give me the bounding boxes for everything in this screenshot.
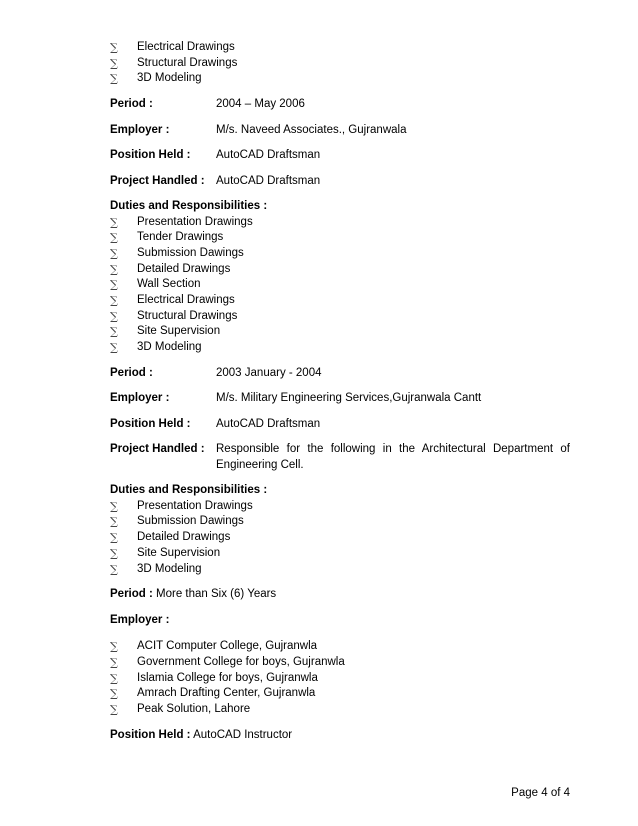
position-value: AutoCAD Draftsman <box>216 149 321 162</box>
job3-position-row <box>110 728 570 744</box>
list-item-text: Peak Solution, Lahore <box>137 702 251 715</box>
bullet-icon: ∑ <box>110 262 118 276</box>
job3-employer-list <box>110 639 570 717</box>
job2-position-row <box>110 417 570 433</box>
list-item-text: Electrical Drawings <box>137 294 235 306</box>
period-value: More than Six (6) Years <box>156 588 277 601</box>
list-item-text: 3D Modeling <box>137 562 202 575</box>
list-item <box>110 40 570 56</box>
job1-employer-row <box>110 123 570 139</box>
list-item <box>110 56 570 72</box>
period-value: 2003 January - 2004 <box>216 366 322 379</box>
list-item <box>110 230 570 246</box>
job3-employer-heading: Employer : <box>110 613 170 626</box>
bullet-icon: ∑ <box>110 294 118 307</box>
bullet-icon: ∑ <box>110 499 118 513</box>
employer-label: Employer : <box>110 123 170 136</box>
list-item <box>110 702 570 718</box>
list-item <box>110 324 570 340</box>
period-label: Period : <box>110 366 153 379</box>
list-item <box>110 514 570 530</box>
list-item <box>110 655 570 671</box>
job2-employer-row <box>110 391 570 407</box>
bullet-icon: ∑ <box>110 640 118 654</box>
position-value: AutoCAD Draftsman <box>216 417 321 430</box>
bullet-icon: ∑ <box>110 562 118 576</box>
project-value: Responsible for the following in the Architectural Department of Engineering Cell. <box>216 443 570 471</box>
job1-duties-list <box>110 215 570 356</box>
list-item-text: Presentation Drawings <box>137 499 253 512</box>
job3-period-row <box>110 587 570 603</box>
bullet-icon: ∑ <box>110 546 118 560</box>
list-item-text: Electrical Drawings <box>137 41 235 53</box>
list-item-text: Detailed Drawings <box>137 262 231 275</box>
bullet-icon: ∑ <box>110 341 118 355</box>
top-bullet-list <box>110 40 570 87</box>
list-item-text: Presentation Drawings <box>137 215 253 228</box>
bullet-icon: ∑ <box>110 655 118 669</box>
bullet-icon: ∑ <box>110 515 118 529</box>
list-item-text: Structural Drawings <box>137 56 238 69</box>
job1-duties-heading: Duties and Responsibilities : <box>110 200 268 213</box>
list-item-text: Amrach Drafting Center, Gujranwla <box>137 687 316 700</box>
project-label: Project Handled : <box>110 174 205 187</box>
list-item-text: Government College for boys, Gujranwla <box>137 655 345 668</box>
list-item <box>110 671 570 687</box>
list-item-text: Islamia College for boys, Gujranwla <box>137 671 318 684</box>
list-item-text: Submission Dawings <box>137 515 244 528</box>
list-item <box>110 530 570 546</box>
bullet-icon: ∑ <box>110 325 118 339</box>
position-value: AutoCAD Instructor <box>193 728 293 741</box>
list-item <box>110 340 570 356</box>
position-label: Position Held : <box>110 728 191 741</box>
project-label: Project Handled : <box>110 443 205 456</box>
list-item <box>110 246 570 262</box>
bullet-icon: ∑ <box>110 309 118 323</box>
employer-label: Employer : <box>110 392 170 405</box>
bullet-icon: ∑ <box>110 531 118 545</box>
page-number: Page 4 of 4 <box>511 787 570 799</box>
list-item-text: Detailed Drawings <box>137 531 231 544</box>
list-item <box>110 215 570 231</box>
list-item <box>110 499 570 515</box>
bullet-icon: ∑ <box>110 41 118 54</box>
list-item <box>110 262 570 278</box>
period-label: Period : <box>110 98 153 111</box>
list-item-text: Submission Dawings <box>137 246 244 259</box>
job2-project-row <box>110 442 570 473</box>
period-value: 2004 – May 2006 <box>216 98 305 111</box>
list-item-text: Site Supervision <box>137 546 221 559</box>
list-item-text: Site Supervision <box>137 325 221 338</box>
list-item <box>110 293 570 309</box>
list-item-text: 3D Modeling <box>137 72 202 85</box>
list-item-text: ACIT Computer College, Gujranwla <box>137 640 318 653</box>
list-item <box>110 639 570 655</box>
bullet-icon: ∑ <box>110 56 118 70</box>
list-item-text: Structural Drawings <box>137 309 238 322</box>
page-content <box>110 40 570 743</box>
list-item-text: Tender Drawings <box>137 231 224 244</box>
list-item <box>110 686 570 702</box>
list-item <box>110 546 570 562</box>
employer-value: M/s. Naveed Associates., Gujranwala <box>216 123 407 136</box>
period-label: Period : <box>110 588 153 601</box>
bullet-icon: ∑ <box>110 702 118 716</box>
job1-position-row <box>110 148 570 164</box>
list-item <box>110 562 570 578</box>
bullet-icon: ∑ <box>110 231 118 245</box>
job2-duties-heading: Duties and Responsibilities : <box>110 484 268 497</box>
list-item <box>110 71 570 87</box>
project-value: AutoCAD Draftsman <box>216 174 321 187</box>
list-item <box>110 277 570 293</box>
job1-project-row <box>110 174 570 190</box>
bullet-icon: ∑ <box>110 72 118 86</box>
bullet-icon: ∑ <box>110 246 118 260</box>
bullet-icon: ∑ <box>110 671 118 685</box>
job2-duties-list <box>110 499 570 577</box>
job2-period-row <box>110 366 570 382</box>
list-item <box>110 309 570 325</box>
position-label: Position Held : <box>110 417 191 430</box>
job1-period-row <box>110 97 570 113</box>
list-item-text: Wall Section <box>137 278 201 291</box>
list-item-text: 3D Modeling <box>137 341 202 354</box>
position-label: Position Held : <box>110 149 191 162</box>
bullet-icon: ∑ <box>110 687 118 701</box>
employer-value: M/s. Military Engineering Services,Gujranwala Cantt <box>216 392 482 405</box>
bullet-icon: ∑ <box>110 215 118 229</box>
bullet-icon: ∑ <box>110 278 118 292</box>
